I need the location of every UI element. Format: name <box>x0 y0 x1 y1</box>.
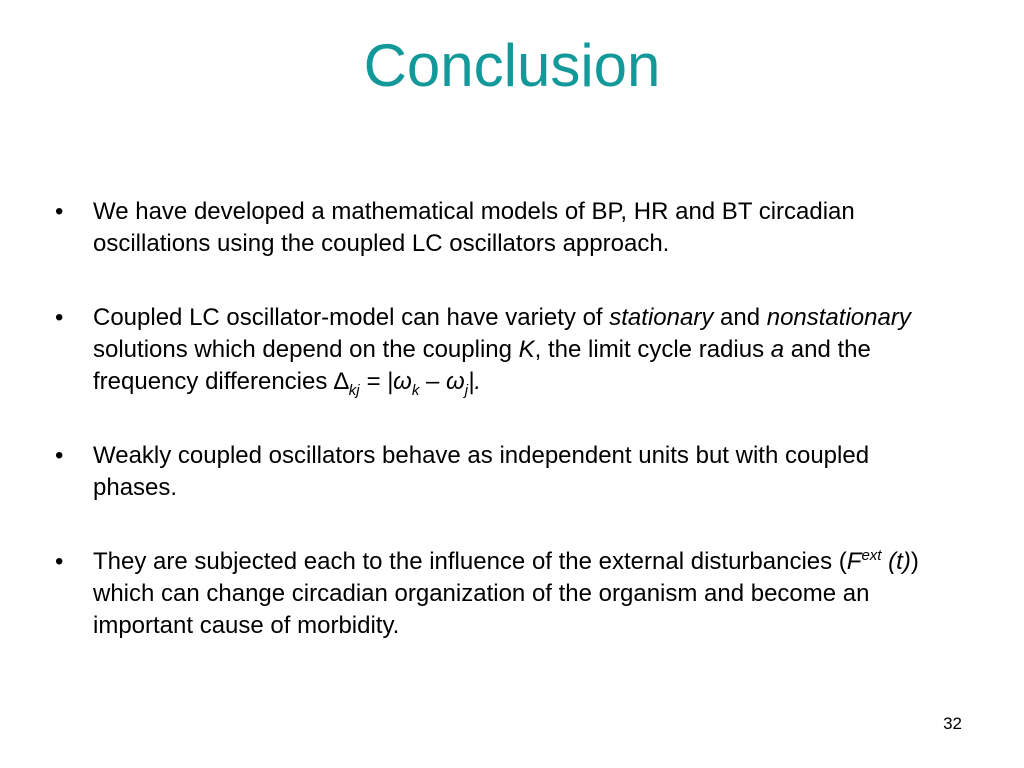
bullet-text: They are subjected each to the influence of the external disturbancies ( <box>93 548 847 575</box>
subscript-k: k <box>411 381 420 399</box>
bullet-text: and <box>713 304 767 331</box>
bullet-text: ) which can change circadian organization of the organism and become an important cause of morbidity. <box>93 548 919 639</box>
page-number: 32 <box>943 714 962 733</box>
italic-symbol-t: (t) <box>881 548 911 575</box>
bullet-text: solutions which depend on the coupling <box>93 336 519 363</box>
bullet-item-4 <box>55 546 955 642</box>
bullet-mark: • <box>55 442 64 469</box>
bullet-text: We have developed a mathematical models of BP, HR and BT circadian oscillations using the coupled LC oscillators approach. <box>93 198 855 257</box>
slide-title: Conclusion <box>363 32 661 99</box>
bullet-item-3 <box>55 440 955 504</box>
omega-symbol: ω <box>446 368 465 395</box>
bullet-list <box>55 196 955 684</box>
bullet-item-1 <box>55 196 955 260</box>
bullet-mark: • <box>55 198 64 225</box>
italic-symbol-a: a <box>770 336 785 363</box>
formula-minus: – <box>419 368 447 395</box>
subscript-kj: kj <box>348 381 360 399</box>
omega-symbol: ω <box>393 368 412 395</box>
formula-end: |. <box>468 368 481 395</box>
bullet-text: Weakly coupled oscillators behave as independent units but with coupled phases. <box>93 442 870 501</box>
bullet-mark: • <box>55 548 64 575</box>
formula-equals: = | <box>359 368 394 395</box>
italic-symbol-K: K <box>518 336 535 363</box>
italic-term-nonstationary: nonstationary <box>766 304 911 331</box>
italic-term-stationary: stationary <box>609 304 714 331</box>
italic-symbol-F: F <box>846 548 862 575</box>
bullet-item-2 <box>55 302 955 398</box>
bullet-text: and the frequency differencies <box>93 336 871 395</box>
delta-symbol: ∆ <box>334 368 349 395</box>
superscript-ext: ext <box>861 547 882 564</box>
subscript-j: j <box>464 381 469 399</box>
bullet-mark: • <box>55 304 64 331</box>
bullet-text: Coupled LC oscillator-model can have variety of <box>93 304 610 331</box>
bullet-text: , the limit cycle radius <box>534 336 771 363</box>
